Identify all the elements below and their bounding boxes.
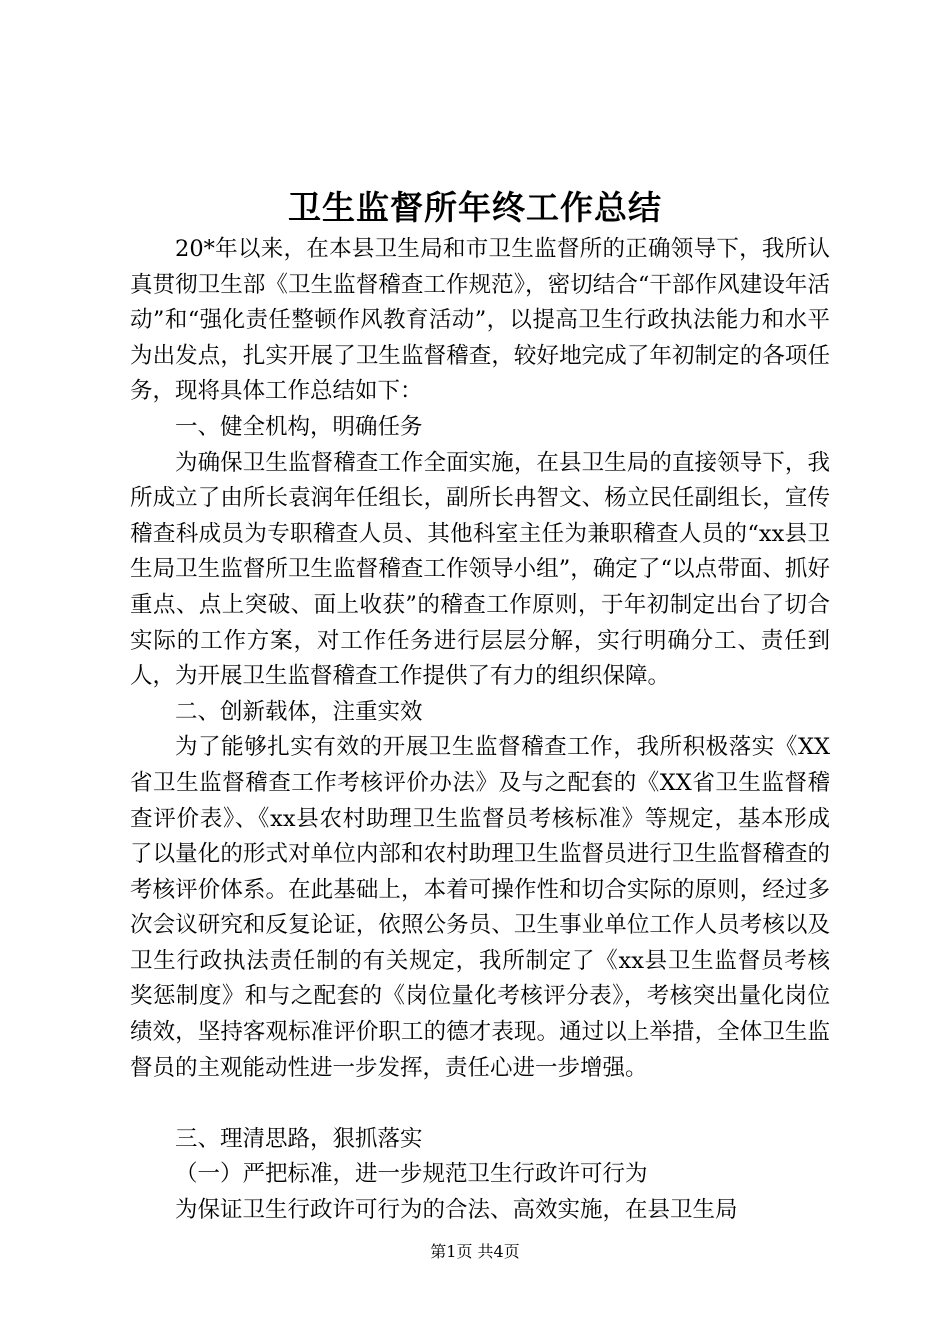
page-number-footer: 第1页 共4页 xyxy=(430,1242,520,1261)
section-2-paragraph: 为了能够扎实有效的开展卫生监督稽查工作，我所积极落实《XX省卫生监督稽查工作考核评价办法》及与之配套的《XX省卫生监督稽查评价表》、《xx县农村助理卫生监督员考核标准》等规定，基本形成了以量化的形式对单位内部和农村助理卫生监督员进行卫生监督稽查的考核评价体系。在此基础上，本着可操作性和切合实际的原则，经过多次会议研究和反复论证，依照公务员、卫生事业单位工作人员考核以及卫生行政执法责任制的有关规定，我所制定了《xx县卫生监督员考核奖惩制度》和与之配套的《岗位量化考核评分表》，考核突出量化岗位绩效，坚持客观标准评价职工的德才表现。通过以上举措，全体卫生监督员的主观能动性进一步发挥，责任心进一步增强。 xyxy=(130,734,830,1081)
document-body xyxy=(130,232,830,1229)
section-3-subheading: （一）严把标准，进一步规范卫生行政许可行为 xyxy=(175,1161,648,1188)
section-3-paragraph: 为保证卫生行政许可行为的合法、高效实施，在县卫生局 xyxy=(175,1197,738,1224)
document-title: 卫生监督所年终工作总结 xyxy=(288,188,662,227)
section-2-heading: 二、创新载体，注重实效 xyxy=(175,698,423,725)
intro-paragraph: 20*年以来，在本县卫生局和市卫生监督所的正确领导下，我所认真贯彻卫生部《卫生监督稽查工作规范》，密切结合“干部作风建设年活动”和“强化责任整顿作风教育活动”，以提高卫生行政执法能力和水平为出发点，扎实开展了卫生监督稽查，较好地完成了年初制定的各项任务，现将具体工作总结如下： xyxy=(130,236,830,405)
section-3-heading: 三、理清思路，狠抓落实 xyxy=(175,1125,423,1152)
blank-line xyxy=(130,1086,830,1122)
section-1-paragraph: 为确保卫生监督稽查工作全面实施，在县卫生局的直接领导下，我所成立了由所长袁润年任组长，副所长冉智文、杨立民任副组长，宣传稽查科成员为专职稽查人员、其他科室主任为兼职稽查人员的“xx县卫生局卫生监督所卫生监督稽查工作领导小组”，确定了“以点带面、抓好重点、点上突破、面上收获”的稽查工作原则，于年初制定出台了切合实际的工作方案，对工作任务进行层层分解，实行明确分工、责任到人，为开展卫生监督稽查工作提供了有力的组织保障。 xyxy=(130,449,830,690)
section-1-heading: 一、健全机构，明确任务 xyxy=(175,413,423,440)
